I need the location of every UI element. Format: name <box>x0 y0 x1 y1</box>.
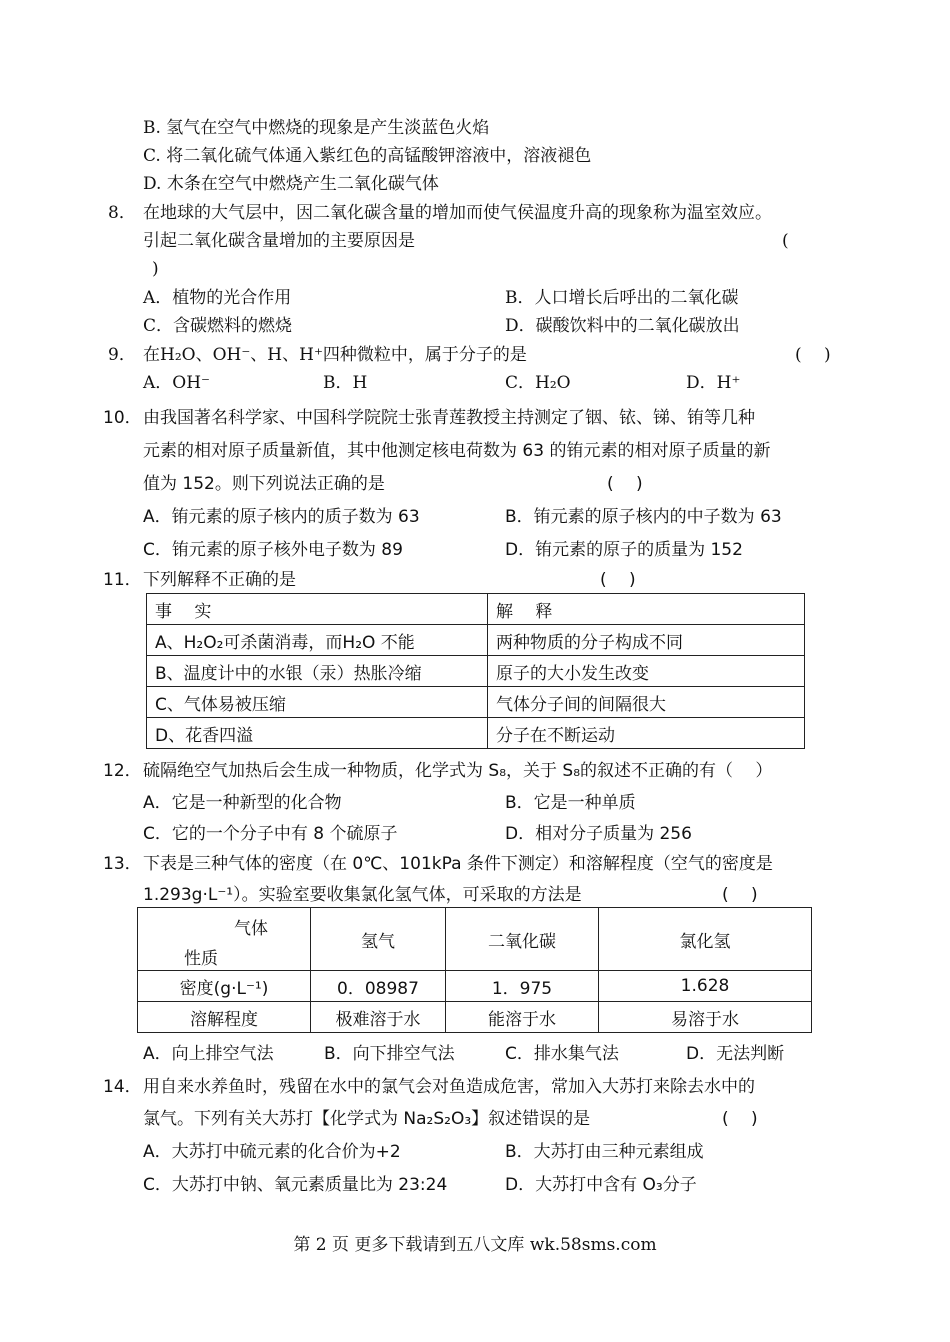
q13-stem-line1: 下表是三种气体的密度（在 0℃、101kPa 条件下测定）和溶解程度（空气的密度是 <box>143 854 773 874</box>
q7-option-c: C. 将二氧化硫气体通入紫红色的高锰酸钾溶液中，溶液褪色 <box>143 146 592 166</box>
q10-option-d: D．铕元素的原子的质量为 152 <box>505 540 743 560</box>
q13-corner-cell <box>138 908 311 971</box>
q14-option-d: D．大苏打中含有 O₃分子 <box>505 1175 697 1195</box>
q12-number: 12． <box>103 761 142 781</box>
q8-number: 8． <box>108 203 136 223</box>
q13-option-b: B．向下排空气法 <box>324 1044 455 1064</box>
q11-explanation-c: 气体分子间的间隔很大 <box>488 687 805 718</box>
q9-option-b: B．H <box>323 373 368 393</box>
table-row <box>147 656 805 687</box>
q8-stem-line2: 引起二氧化碳含量增加的主要原因是 <box>143 231 415 251</box>
q13-gas-hydrogen: 氢气 <box>311 908 446 971</box>
q13-solubility-co2: 能溶于水 <box>446 1002 599 1033</box>
q14-paren: ( ) <box>722 1109 758 1129</box>
q8-option-d: D．碳酸饮料中的二氧化碳放出 <box>505 316 740 336</box>
table-row <box>147 718 805 749</box>
q11-stem: 下列解释不正确的是 <box>143 570 296 590</box>
q11-fact-d: D、花香四溢 <box>147 718 488 749</box>
q13-option-a: A．向上排空气法 <box>143 1044 274 1064</box>
q11-paren: ( ) <box>600 570 636 590</box>
q13-option-d: D．无法判断 <box>686 1044 785 1064</box>
q13-density-hydrogen: 0．08987 <box>311 971 446 1002</box>
q10-option-a: A．铕元素的原子核内的质子数为 63 <box>143 507 420 527</box>
q8-paren-close: ) <box>152 259 159 279</box>
q11-fact-a: A、H₂O₂可杀菌消毒，而H₂O 不能 <box>147 625 488 656</box>
q11-table <box>146 593 805 749</box>
q13-table-header <box>138 908 812 971</box>
q9-number: 9． <box>108 345 136 365</box>
table-row <box>147 687 805 718</box>
q13-stem-line2: 1.293g·L⁻¹）。实验室要收集氯化氢气体，可采取的方法是 <box>143 885 582 905</box>
q14-option-a: A．大苏打中硫元素的化合价为+2 <box>143 1142 401 1162</box>
q8-paren-open: ( <box>782 231 789 251</box>
q11-table-header <box>147 594 805 625</box>
q9-option-a: A．OH⁻ <box>143 373 211 393</box>
q12-option-c: C．它的一个分子中有 8 个硫原子 <box>143 824 398 844</box>
q9-option-d: D．H⁺ <box>686 373 741 393</box>
q11-explanation-d: 分子在不断运动 <box>488 718 805 749</box>
q10-paren: ( ) <box>607 474 643 494</box>
q13-table <box>137 907 812 1033</box>
q9-stem: 在H₂O、OH⁻、H、H⁺四种微粒中，属于分子的是 <box>143 345 527 365</box>
q11-header-fact: 事 实 <box>147 594 488 625</box>
q10-stem-line1: 由我国著名科学家、中国科学院院士张青莲教授主持测定了铟、铱、锑、铕等几种 <box>143 408 755 428</box>
q8-option-b: B．人口增长后呼出的二氧化碳 <box>505 288 739 308</box>
q13-gas-hcl: 氯化氢 <box>599 908 812 971</box>
q14-option-c: C．大苏打中钠、氧元素质量比为 23:24 <box>143 1175 448 1195</box>
q10-stem-line2: 元素的相对原子质量新值，其中他测定核电荷数为 63 的铕元素的相对原子质量的新 <box>143 441 771 461</box>
q7-option-d: D. 木条在空气中燃烧产生二氧化碳气体 <box>143 174 439 194</box>
q10-option-b: B．铕元素的原子核内的中子数为 63 <box>505 507 782 527</box>
q11-number: 11． <box>103 570 142 590</box>
q13-solubility-hydrogen: 极难溶于水 <box>311 1002 446 1033</box>
q8-stem-line1: 在地球的大气层中，因二氧化碳含量的增加而使气侯温度升高的现象称为温室效应。 <box>143 203 772 223</box>
q9-option-c: C．H₂O <box>505 373 571 393</box>
q13-density-co2: 1．975 <box>446 971 599 1002</box>
q13-density-label: 密度(g·L⁻¹) <box>138 971 311 1002</box>
q10-number: 10． <box>103 408 142 428</box>
q13-paren: ( ) <box>722 885 758 905</box>
q14-option-b: B．大苏打由三种元素组成 <box>505 1142 704 1162</box>
q11-explanation-a: 两种物质的分子构成不同 <box>488 625 805 656</box>
q14-number: 14． <box>103 1077 142 1097</box>
q10-stem-line3: 值为 152。则下列说法正确的是 <box>143 474 385 494</box>
q13-corner-property: 性质 <box>184 949 218 969</box>
q11-header-explanation: 解 释 <box>488 594 805 625</box>
q12-option-b: B．它是一种单质 <box>505 793 636 813</box>
q12-option-d: D．相对分子质量为 256 <box>505 824 692 844</box>
q13-solubility-label: 溶解程度 <box>138 1002 311 1033</box>
table-row <box>138 971 812 1002</box>
q8-option-a: A．植物的光合作用 <box>143 288 292 308</box>
q12-option-a: A．它是一种新型的化合物 <box>143 793 342 813</box>
q7-option-b: B. 氢气在空气中燃烧的现象是产生淡蓝色火焰 <box>143 118 490 138</box>
q12-stem: 硫隔绝空气加热后会生成一种物质，化学式为 S₈，关于 S₈的叙述不正确的有（ ） <box>143 761 773 781</box>
q9-paren: ( ) <box>795 345 831 365</box>
q13-density-hcl: 1.628 <box>599 971 812 1002</box>
q8-option-c: C．含碳燃料的燃烧 <box>143 316 293 336</box>
q13-number: 13． <box>103 854 142 874</box>
q13-solubility-hcl: 易溶于水 <box>599 1002 812 1033</box>
q11-fact-b: B、温度计中的水银（汞）热胀冷缩 <box>147 656 488 687</box>
q10-option-c: C．铕元素的原子核外电子数为 89 <box>143 540 403 560</box>
q14-stem-line1: 用自来水养鱼时，残留在水中的氯气会对鱼造成危害，常加入大苏打来除去水中的 <box>143 1077 755 1097</box>
q11-fact-c: C、气体易被压缩 <box>147 687 488 718</box>
q13-option-c: C．排水集气法 <box>505 1044 619 1064</box>
table-row <box>138 1002 812 1033</box>
q13-corner-gas: 气体 <box>234 919 268 939</box>
table-row <box>147 625 805 656</box>
q11-explanation-b: 原子的大小发生改变 <box>488 656 805 687</box>
q13-gas-co2: 二氧化碳 <box>446 908 599 971</box>
page-footer: 第 2 页 更多下载请到五八文库 wk.58sms.com <box>293 1235 657 1255</box>
q14-stem-line2: 氯气。下列有关大苏打【化学式为 Na₂S₂O₃】叙述错误的是 <box>143 1109 591 1129</box>
